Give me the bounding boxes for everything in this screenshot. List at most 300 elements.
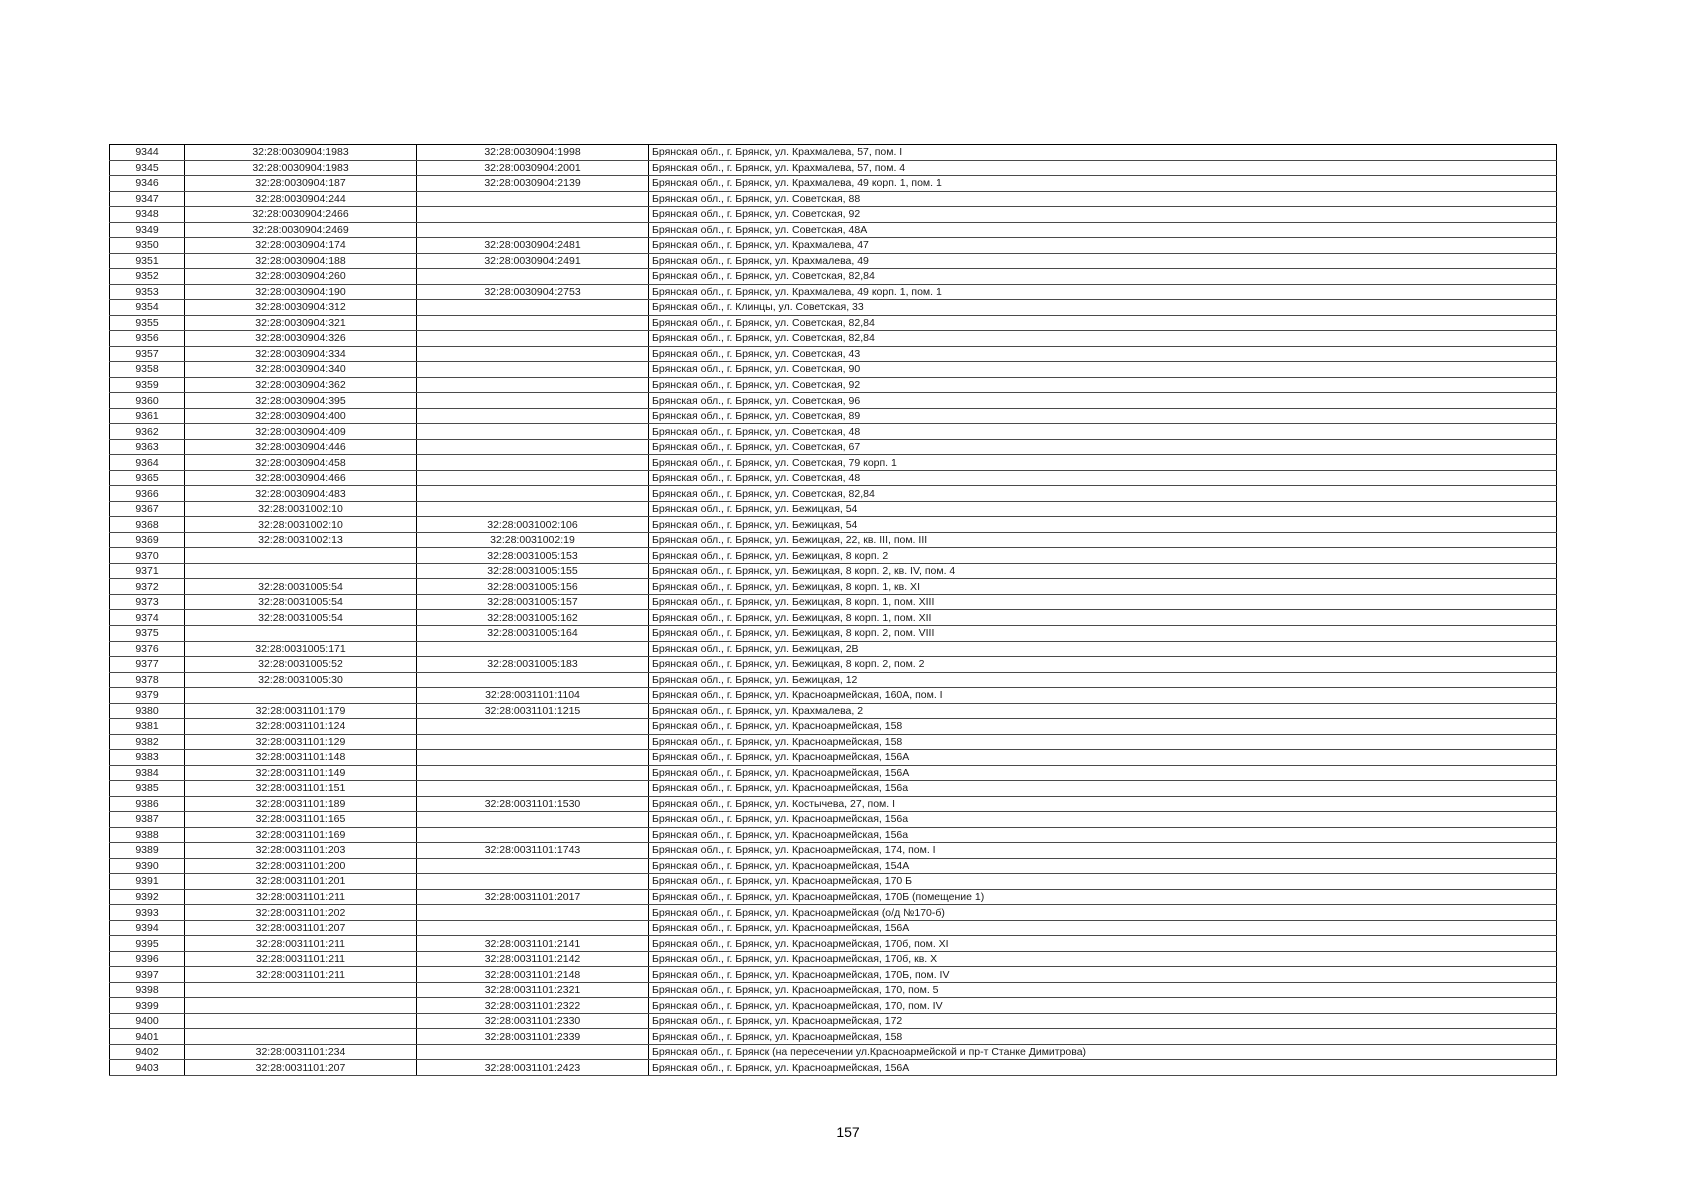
table-row — [110, 501, 1557, 517]
table-row — [110, 393, 1557, 409]
address-cell: Брянская обл., г. Брянск, ул. Советская, 82,84 — [649, 331, 1557, 347]
property-registry-table — [109, 144, 1557, 1076]
table-row — [110, 222, 1557, 238]
row-number-cell: 9403 — [110, 1060, 185, 1076]
row-number-cell: 9380 — [110, 703, 185, 719]
object-cadastral-number-cell — [417, 672, 649, 688]
row-number-cell: 9351 — [110, 253, 185, 269]
address-cell: Брянская обл., г. Брянск, ул. Бежицкая, 54 — [649, 517, 1557, 533]
row-number-cell: 9364 — [110, 455, 185, 471]
table-row — [110, 1044, 1557, 1060]
object-cadastral-number-cell: 32:28:0031101:2322 — [417, 998, 649, 1014]
object-cadastral-number-cell: 32:28:0031002:19 — [417, 532, 649, 548]
address-cell: Брянская обл., г. Брянск, ул. Бежицкая, 8 корп. 1, кв. XI — [649, 579, 1557, 595]
land-cadastral-number-cell: 32:28:0031101:169 — [185, 827, 417, 843]
object-cadastral-number-cell: 32:28:0031101:1104 — [417, 688, 649, 704]
object-cadastral-number-cell — [417, 377, 649, 393]
address-cell: Брянская обл., г. Брянск, ул. Красноармейская, 156А — [649, 1060, 1557, 1076]
row-number-cell: 9376 — [110, 641, 185, 657]
land-cadastral-number-cell: 32:28:0030904:187 — [185, 176, 417, 192]
address-cell: Брянская обл., г. Брянск, ул. Красноармейская, 170Б (помещение 1) — [649, 889, 1557, 905]
land-cadastral-number-cell — [185, 563, 417, 579]
object-cadastral-number-cell: 32:28:0030904:2139 — [417, 176, 649, 192]
address-cell: Брянская обл., г. Брянск, ул. Бежицкая, 8 корп. 2 — [649, 548, 1557, 564]
table-row — [110, 610, 1557, 626]
land-cadastral-number-cell: 32:28:0031101:211 — [185, 967, 417, 983]
address-cell: Брянская обл., г. Брянск, ул. Красноармейская, 170, пом. IV — [649, 998, 1557, 1014]
land-cadastral-number-cell: 32:28:0030904:188 — [185, 253, 417, 269]
object-cadastral-number-cell — [417, 393, 649, 409]
row-number-cell: 9348 — [110, 207, 185, 223]
object-cadastral-number-cell: 32:28:0031101:1215 — [417, 703, 649, 719]
row-number-cell: 9368 — [110, 517, 185, 533]
row-number-cell: 9355 — [110, 315, 185, 331]
land-cadastral-number-cell: 32:28:0031101:211 — [185, 889, 417, 905]
table-row — [110, 982, 1557, 998]
address-cell: Брянская обл., г. Брянск, ул. Советская, 48 — [649, 424, 1557, 440]
object-cadastral-number-cell — [417, 750, 649, 766]
row-number-cell: 9391 — [110, 874, 185, 890]
object-cadastral-number-cell: 32:28:0031005:156 — [417, 579, 649, 595]
address-cell: Брянская обл., г. Брянск, ул. Бежицкая, 8 корп. 2, пом. 2 — [649, 657, 1557, 673]
row-number-cell: 9369 — [110, 532, 185, 548]
table-row — [110, 408, 1557, 424]
row-number-cell: 9371 — [110, 563, 185, 579]
row-number-cell: 9396 — [110, 951, 185, 967]
address-cell: Брянская обл., г. Брянск, ул. Крахмалева, 57, пом. I — [649, 145, 1557, 161]
land-cadastral-number-cell: 32:28:0030904:244 — [185, 191, 417, 207]
table-row — [110, 951, 1557, 967]
table-row — [110, 672, 1557, 688]
land-cadastral-number-cell: 32:28:0030904:174 — [185, 238, 417, 254]
land-cadastral-number-cell: 32:28:0030904:362 — [185, 377, 417, 393]
object-cadastral-number-cell: 32:28:0030904:2753 — [417, 284, 649, 300]
object-cadastral-number-cell — [417, 765, 649, 781]
row-number-cell: 9346 — [110, 176, 185, 192]
land-cadastral-number-cell — [185, 688, 417, 704]
row-number-cell: 9353 — [110, 284, 185, 300]
land-cadastral-number-cell — [185, 548, 417, 564]
land-cadastral-number-cell: 32:28:0031002:10 — [185, 517, 417, 533]
row-number-cell: 9345 — [110, 160, 185, 176]
land-cadastral-number-cell: 32:28:0031005:171 — [185, 641, 417, 657]
table-row — [110, 548, 1557, 564]
object-cadastral-number-cell: 32:28:0031101:2423 — [417, 1060, 649, 1076]
object-cadastral-number-cell — [417, 269, 649, 285]
table-row — [110, 331, 1557, 347]
land-cadastral-number-cell: 32:28:0031005:54 — [185, 610, 417, 626]
object-cadastral-number-cell — [417, 455, 649, 471]
table-row — [110, 1029, 1557, 1045]
land-cadastral-number-cell: 32:28:0031101:148 — [185, 750, 417, 766]
land-cadastral-number-cell — [185, 1013, 417, 1029]
land-cadastral-number-cell: 32:28:0031005:54 — [185, 579, 417, 595]
address-cell: Брянская обл., г. Брянск, ул. Красноармейская, 156А — [649, 765, 1557, 781]
land-cadastral-number-cell: 32:28:0031101:129 — [185, 734, 417, 750]
row-number-cell: 9375 — [110, 625, 185, 641]
table-row — [110, 269, 1557, 285]
row-number-cell: 9349 — [110, 222, 185, 238]
address-cell: Брянская обл., г. Брянск, ул. Советская, 92 — [649, 377, 1557, 393]
address-cell: Брянская обл., г. Брянск, ул. Бежицкая, 8 корп. 2, пом. VIII — [649, 625, 1557, 641]
table-row — [110, 563, 1557, 579]
row-number-cell: 9352 — [110, 269, 185, 285]
land-cadastral-number-cell: 32:28:0031101:189 — [185, 796, 417, 812]
land-cadastral-number-cell: 32:28:0031101:149 — [185, 765, 417, 781]
table-row — [110, 579, 1557, 595]
object-cadastral-number-cell: 32:28:0031002:106 — [417, 517, 649, 533]
address-cell: Брянская обл., г. Брянск, ул. Красноармейская, 158 — [649, 719, 1557, 735]
land-cadastral-number-cell — [185, 1029, 417, 1045]
object-cadastral-number-cell — [417, 920, 649, 936]
object-cadastral-number-cell: 32:28:0031005:155 — [417, 563, 649, 579]
object-cadastral-number-cell: 32:28:0031005:162 — [417, 610, 649, 626]
row-number-cell: 9390 — [110, 858, 185, 874]
land-cadastral-number-cell: 32:28:0031101:179 — [185, 703, 417, 719]
land-cadastral-number-cell: 32:28:0031101:202 — [185, 905, 417, 921]
object-cadastral-number-cell — [417, 439, 649, 455]
row-number-cell: 9366 — [110, 486, 185, 502]
row-number-cell: 9393 — [110, 905, 185, 921]
address-cell: Брянская обл., г. Брянск, ул. Крахмалева, 57, пом. 4 — [649, 160, 1557, 176]
land-cadastral-number-cell: 32:28:0031101:165 — [185, 812, 417, 828]
table-row — [110, 734, 1557, 750]
object-cadastral-number-cell: 32:28:0031005:153 — [417, 548, 649, 564]
address-cell: Брянская обл., г. Брянск, ул. Красноармейская, 170б, кв. X — [649, 951, 1557, 967]
object-cadastral-number-cell — [417, 734, 649, 750]
table-row — [110, 858, 1557, 874]
object-cadastral-number-cell — [417, 641, 649, 657]
row-number-cell: 9394 — [110, 920, 185, 936]
object-cadastral-number-cell — [417, 424, 649, 440]
row-number-cell: 9389 — [110, 843, 185, 859]
table-row — [110, 439, 1557, 455]
table-row — [110, 657, 1557, 673]
address-cell: Брянская обл., г. Брянск, ул. Крахмалева, 49 — [649, 253, 1557, 269]
row-number-cell: 9361 — [110, 408, 185, 424]
land-cadastral-number-cell: 32:28:0031101:201 — [185, 874, 417, 890]
object-cadastral-number-cell: 32:28:0030904:1998 — [417, 145, 649, 161]
address-cell: Брянская обл., г. Брянск, ул. Красноармейская, 170б, пом. XI — [649, 936, 1557, 952]
address-cell: Брянская обл., г. Брянск, ул. Красноармейская, 156а — [649, 781, 1557, 797]
table-row — [110, 827, 1557, 843]
table-row — [110, 207, 1557, 223]
table-row — [110, 641, 1557, 657]
object-cadastral-number-cell — [417, 719, 649, 735]
address-cell: Брянская обл., г. Брянск, ул. Красноармейская, 156А — [649, 920, 1557, 936]
land-cadastral-number-cell: 32:28:0030904:2466 — [185, 207, 417, 223]
row-number-cell: 9400 — [110, 1013, 185, 1029]
address-cell: Брянская обл., г. Брянск, ул. Красноармейская, 170 Б — [649, 874, 1557, 890]
row-number-cell: 9385 — [110, 781, 185, 797]
table-row — [110, 703, 1557, 719]
object-cadastral-number-cell — [417, 346, 649, 362]
row-number-cell: 9388 — [110, 827, 185, 843]
row-number-cell: 9387 — [110, 812, 185, 828]
table-row — [110, 796, 1557, 812]
address-cell: Брянская обл., г. Брянск, ул. Советская, 88 — [649, 191, 1557, 207]
land-cadastral-number-cell: 32:28:0030904:1983 — [185, 160, 417, 176]
address-cell: Брянская обл., г. Брянск, ул. Советская, 82,84 — [649, 486, 1557, 502]
land-cadastral-number-cell: 32:28:0031101:207 — [185, 920, 417, 936]
row-number-cell: 9354 — [110, 300, 185, 316]
object-cadastral-number-cell: 32:28:0031101:1743 — [417, 843, 649, 859]
object-cadastral-number-cell: 32:28:0031101:1530 — [417, 796, 649, 812]
row-number-cell: 9363 — [110, 439, 185, 455]
address-cell: Брянская обл., г. Брянск, ул. Красноармейская, 170Б, пом. IV — [649, 967, 1557, 983]
row-number-cell: 9372 — [110, 579, 185, 595]
object-cadastral-number-cell: 32:28:0031101:2321 — [417, 982, 649, 998]
table-row — [110, 843, 1557, 859]
land-cadastral-number-cell: 32:28:0030904:334 — [185, 346, 417, 362]
table-row — [110, 486, 1557, 502]
row-number-cell: 9377 — [110, 657, 185, 673]
address-cell: Брянская обл., г. Брянск, ул. Бежицкая, 8 корп. 1, пом. XIII — [649, 594, 1557, 610]
address-cell: Брянская обл., г. Брянск, ул. Красноармейская (о/д №170-б) — [649, 905, 1557, 921]
address-cell: Брянская обл., г. Клинцы, ул. Советская, 33 — [649, 300, 1557, 316]
address-cell: Брянская обл., г. Брянск, ул. Красноармейская, 154А — [649, 858, 1557, 874]
address-cell: Брянская обл., г. Брянск, ул. Советская, 92 — [649, 207, 1557, 223]
address-cell: Брянская обл., г. Брянск, ул. Красноармейская, 174, пом. I — [649, 843, 1557, 859]
row-number-cell: 9362 — [110, 424, 185, 440]
table-row — [110, 874, 1557, 890]
row-number-cell: 9357 — [110, 346, 185, 362]
row-number-cell: 9383 — [110, 750, 185, 766]
address-cell: Брянская обл., г. Брянск, ул. Красноармейская, 156а — [649, 812, 1557, 828]
object-cadastral-number-cell: 32:28:0031005:164 — [417, 625, 649, 641]
object-cadastral-number-cell: 32:28:0030904:2491 — [417, 253, 649, 269]
address-cell: Брянская обл., г. Брянск, ул. Крахмалева, 49 корп. 1, пом. 1 — [649, 176, 1557, 192]
table-row — [110, 1013, 1557, 1029]
table-row — [110, 238, 1557, 254]
address-cell: Брянская обл., г. Брянск, ул. Бежицкая, 54 — [649, 501, 1557, 517]
row-number-cell: 9356 — [110, 331, 185, 347]
row-number-cell: 9402 — [110, 1044, 185, 1060]
table-row — [110, 176, 1557, 192]
land-cadastral-number-cell: 32:28:0031101:124 — [185, 719, 417, 735]
land-cadastral-number-cell: 32:28:0030904:400 — [185, 408, 417, 424]
object-cadastral-number-cell — [417, 362, 649, 378]
object-cadastral-number-cell — [417, 827, 649, 843]
address-cell: Брянская обл., г. Брянск, ул. Советская, 79 корп. 1 — [649, 455, 1557, 471]
object-cadastral-number-cell — [417, 470, 649, 486]
table-row — [110, 532, 1557, 548]
row-number-cell: 9379 — [110, 688, 185, 704]
object-cadastral-number-cell — [417, 874, 649, 890]
row-number-cell: 9384 — [110, 765, 185, 781]
land-cadastral-number-cell — [185, 982, 417, 998]
page-number: 157 — [836, 1124, 860, 1140]
row-number-cell: 9392 — [110, 889, 185, 905]
table-row — [110, 377, 1557, 393]
address-cell: Брянская обл., г. Брянск, ул. Бежицкая, 2В — [649, 641, 1557, 657]
table-row — [110, 765, 1557, 781]
table-row — [110, 424, 1557, 440]
address-cell: Брянская обл., г. Брянск, ул. Красноармейская, 156а — [649, 827, 1557, 843]
land-cadastral-number-cell: 32:28:0031005:30 — [185, 672, 417, 688]
land-cadastral-number-cell: 32:28:0030904:326 — [185, 331, 417, 347]
table-row — [110, 781, 1557, 797]
table-row — [110, 470, 1557, 486]
address-cell: Брянская обл., г. Брянск, ул. Бежицкая, 12 — [649, 672, 1557, 688]
table-row — [110, 315, 1557, 331]
address-cell: Брянская обл., г. Брянск, ул. Крахмалева, 2 — [649, 703, 1557, 719]
table-row — [110, 346, 1557, 362]
table-row — [110, 889, 1557, 905]
row-number-cell: 9398 — [110, 982, 185, 998]
row-number-cell: 9358 — [110, 362, 185, 378]
address-cell: Брянская обл., г. Брянск, ул. Бежицкая, 8 корп. 1, пом. XII — [649, 610, 1557, 626]
object-cadastral-number-cell: 32:28:0030904:2001 — [417, 160, 649, 176]
object-cadastral-number-cell — [417, 191, 649, 207]
table-row — [110, 719, 1557, 735]
row-number-cell: 9395 — [110, 936, 185, 952]
row-number-cell: 9370 — [110, 548, 185, 564]
table-row — [110, 145, 1557, 161]
land-cadastral-number-cell: 32:28:0030904:466 — [185, 470, 417, 486]
object-cadastral-number-cell: 32:28:0031101:2017 — [417, 889, 649, 905]
row-number-cell: 9347 — [110, 191, 185, 207]
table-row — [110, 253, 1557, 269]
table-row — [110, 160, 1557, 176]
table-row — [110, 300, 1557, 316]
land-cadastral-number-cell: 32:28:0031101:207 — [185, 1060, 417, 1076]
object-cadastral-number-cell: 32:28:0031101:2142 — [417, 951, 649, 967]
row-number-cell: 9367 — [110, 501, 185, 517]
row-number-cell: 9359 — [110, 377, 185, 393]
table-row — [110, 625, 1557, 641]
table-row — [110, 191, 1557, 207]
land-cadastral-number-cell: 32:28:0031002:10 — [185, 501, 417, 517]
object-cadastral-number-cell — [417, 222, 649, 238]
address-cell: Брянская обл., г. Брянск, ул. Советская, 90 — [649, 362, 1557, 378]
object-cadastral-number-cell — [417, 858, 649, 874]
address-cell: Брянская обл., г. Брянск, ул. Советская, 82,84 — [649, 269, 1557, 285]
object-cadastral-number-cell: 32:28:0031101:2141 — [417, 936, 649, 952]
address-cell: Брянская обл., г. Брянск, ул. Крахмалева, 49 корп. 1, пом. 1 — [649, 284, 1557, 300]
address-cell: Брянская обл., г. Брянск, ул. Красноармейская, 158 — [649, 734, 1557, 750]
land-cadastral-number-cell: 32:28:0031101:203 — [185, 843, 417, 859]
object-cadastral-number-cell — [417, 501, 649, 517]
land-cadastral-number-cell — [185, 998, 417, 1014]
address-cell: Брянская обл., г. Брянск, ул. Советская, 48 — [649, 470, 1557, 486]
address-cell: Брянская обл., г. Брянск, ул. Советская, 89 — [649, 408, 1557, 424]
table-row — [110, 455, 1557, 471]
land-cadastral-number-cell: 32:28:0031005:52 — [185, 657, 417, 673]
land-cadastral-number-cell: 32:28:0031101:234 — [185, 1044, 417, 1060]
row-number-cell: 9401 — [110, 1029, 185, 1045]
address-cell: Брянская обл., г. Брянск, ул. Красноармейская, 158 — [649, 1029, 1557, 1045]
address-cell: Брянская обл., г. Брянск, ул. Бежицкая, 8 корп. 2, кв. IV, пом. 4 — [649, 563, 1557, 579]
table-row — [110, 284, 1557, 300]
row-number-cell: 9381 — [110, 719, 185, 735]
address-cell: Брянская обл., г. Брянск, ул. Крахмалева, 47 — [649, 238, 1557, 254]
object-cadastral-number-cell: 32:28:0031005:183 — [417, 657, 649, 673]
address-cell: Брянская обл., г. Брянск, ул. Советская, 96 — [649, 393, 1557, 409]
object-cadastral-number-cell — [417, 905, 649, 921]
land-cadastral-number-cell: 32:28:0030904:2469 — [185, 222, 417, 238]
row-number-cell: 9374 — [110, 610, 185, 626]
address-cell: Брянская обл., г. Брянск, ул. Красноармейская, 160А, пом. I — [649, 688, 1557, 704]
land-cadastral-number-cell: 32:28:0030904:1983 — [185, 145, 417, 161]
address-cell: Брянская обл., г. Брянск, ул. Красноармейская, 172 — [649, 1013, 1557, 1029]
row-number-cell: 9360 — [110, 393, 185, 409]
land-cadastral-number-cell: 32:28:0030904:260 — [185, 269, 417, 285]
row-number-cell: 9397 — [110, 967, 185, 983]
table-row — [110, 688, 1557, 704]
row-number-cell: 9382 — [110, 734, 185, 750]
address-cell: Брянская обл., г. Брянск, ул. Красноармейская, 170, пом. 5 — [649, 982, 1557, 998]
object-cadastral-number-cell — [417, 408, 649, 424]
land-cadastral-number-cell: 32:28:0031002:13 — [185, 532, 417, 548]
table-row — [110, 517, 1557, 533]
land-cadastral-number-cell: 32:28:0030904:321 — [185, 315, 417, 331]
object-cadastral-number-cell: 32:28:0031101:2148 — [417, 967, 649, 983]
row-number-cell: 9350 — [110, 238, 185, 254]
table-row — [110, 967, 1557, 983]
address-cell: Брянская обл., г. Брянск, ул. Костычева, 27, пом. I — [649, 796, 1557, 812]
table-row — [110, 812, 1557, 828]
land-cadastral-number-cell: 32:28:0030904:340 — [185, 362, 417, 378]
object-cadastral-number-cell — [417, 315, 649, 331]
land-cadastral-number-cell: 32:28:0030904:483 — [185, 486, 417, 502]
object-cadastral-number-cell: 32:28:0031005:157 — [417, 594, 649, 610]
land-cadastral-number-cell: 32:28:0030904:446 — [185, 439, 417, 455]
address-cell: Брянская обл., г. Брянск, ул. Советская, 67 — [649, 439, 1557, 455]
object-cadastral-number-cell — [417, 300, 649, 316]
row-number-cell: 9399 — [110, 998, 185, 1014]
address-cell: Брянская обл., г. Брянск, ул. Красноармейская, 156А — [649, 750, 1557, 766]
object-cadastral-number-cell: 32:28:0030904:2481 — [417, 238, 649, 254]
land-cadastral-number-cell: 32:28:0030904:312 — [185, 300, 417, 316]
object-cadastral-number-cell: 32:28:0031101:2339 — [417, 1029, 649, 1045]
object-cadastral-number-cell — [417, 331, 649, 347]
row-number-cell: 9386 — [110, 796, 185, 812]
row-number-cell: 9365 — [110, 470, 185, 486]
land-cadastral-number-cell — [185, 625, 417, 641]
land-cadastral-number-cell: 32:28:0030904:395 — [185, 393, 417, 409]
address-cell: Брянская обл., г. Брянск, ул. Советская, 48А — [649, 222, 1557, 238]
land-cadastral-number-cell: 32:28:0031005:54 — [185, 594, 417, 610]
address-cell: Брянская обл., г. Брянск, ул. Бежицкая, 22, кв. III, пом. III — [649, 532, 1557, 548]
table-row — [110, 905, 1557, 921]
address-cell: Брянская обл., г. Брянск (на пересечении ул.Красноармейской и пр-т Станке Димитрова) — [649, 1044, 1557, 1060]
table-row — [110, 362, 1557, 378]
land-cadastral-number-cell: 32:28:0031101:211 — [185, 951, 417, 967]
object-cadastral-number-cell — [417, 207, 649, 223]
object-cadastral-number-cell — [417, 486, 649, 502]
table-row — [110, 920, 1557, 936]
land-cadastral-number-cell: 32:28:0030904:190 — [185, 284, 417, 300]
row-number-cell: 9344 — [110, 145, 185, 161]
registry-body — [110, 145, 1557, 1076]
land-cadastral-number-cell: 32:28:0031101:151 — [185, 781, 417, 797]
row-number-cell: 9373 — [110, 594, 185, 610]
object-cadastral-number-cell — [417, 812, 649, 828]
address-cell: Брянская обл., г. Брянск, ул. Советская, 43 — [649, 346, 1557, 362]
table-row — [110, 936, 1557, 952]
land-cadastral-number-cell: 32:28:0031101:211 — [185, 936, 417, 952]
table-row — [110, 1060, 1557, 1076]
table-row — [110, 750, 1557, 766]
table-row — [110, 998, 1557, 1014]
table-row — [110, 594, 1557, 610]
land-cadastral-number-cell: 32:28:0030904:458 — [185, 455, 417, 471]
object-cadastral-number-cell — [417, 1044, 649, 1060]
land-cadastral-number-cell: 32:28:0031101:200 — [185, 858, 417, 874]
address-cell: Брянская обл., г. Брянск, ул. Советская, 82,84 — [649, 315, 1557, 331]
object-cadastral-number-cell — [417, 781, 649, 797]
